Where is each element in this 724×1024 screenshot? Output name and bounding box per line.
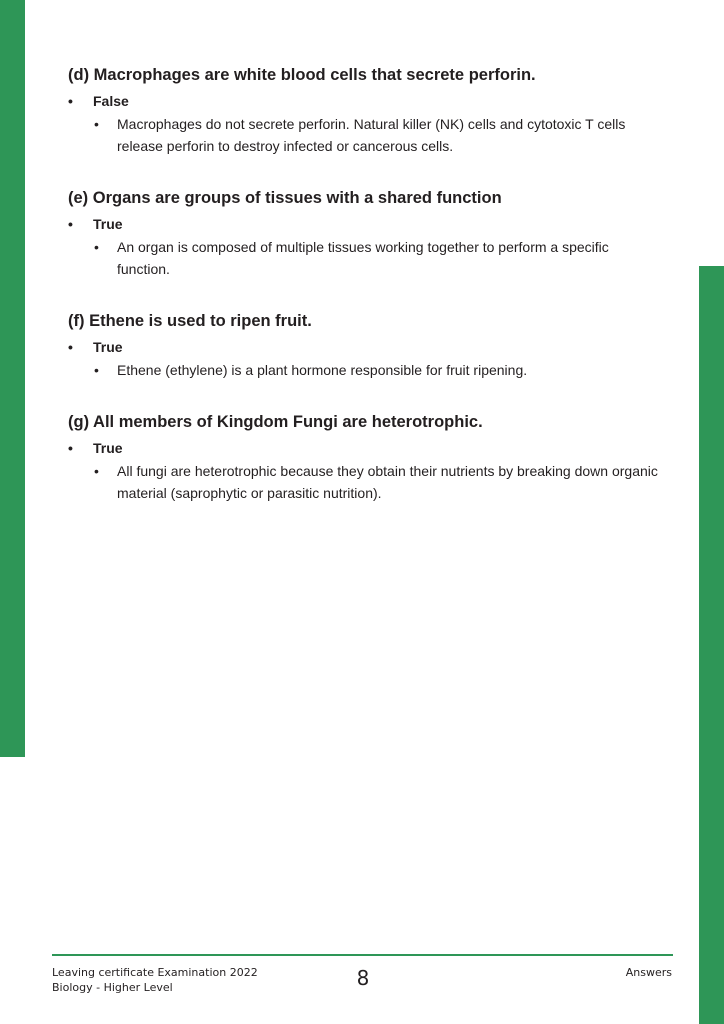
answer-item — [68, 91, 658, 111]
answer-item — [68, 438, 658, 458]
question-title: (e) Organs are groups of tissues with a shared function — [68, 189, 502, 207]
explanation-item — [68, 113, 658, 157]
answer-item — [68, 337, 658, 357]
bullet-icon: • — [68, 440, 73, 456]
answer-item — [68, 214, 658, 234]
explanation-item — [68, 460, 658, 504]
footer-exam-info — [52, 965, 258, 995]
answer-value: False — [93, 93, 129, 109]
explanation-item — [68, 359, 658, 381]
bullet-icon: • — [68, 93, 73, 109]
answer-value: True — [93, 440, 123, 456]
explanation-text: All fungi are heterotrophic because they obtain their nutrients by breaking down organic material (saprophytic or parasitic nutrition). — [117, 463, 658, 501]
question-title: (f) Ethene is used to ripen fruit. — [68, 312, 312, 330]
footer-subject: Biology - Higher Level — [52, 981, 173, 994]
page-number: 8 — [356, 966, 370, 990]
question-d — [68, 64, 658, 157]
explanation-text: Macrophages do not secrete perforin. Natural killer (NK) cells and cytotoxic T cells release perforin to destroy infected or cancerous cells. — [117, 116, 626, 154]
question-f — [68, 310, 658, 381]
answer-value: True — [93, 339, 123, 355]
explanation-item — [68, 236, 658, 280]
footer-divider — [52, 954, 673, 956]
bullet-icon: • — [94, 463, 99, 479]
explanation-text: An organ is composed of multiple tissues working together to perform a specific function. — [117, 239, 609, 277]
footer-section-label: Answers — [625, 966, 672, 979]
question-title: (d) Macrophages are white blood cells that secrete perforin. — [68, 66, 536, 84]
answers-content — [68, 64, 658, 534]
question-g — [68, 411, 658, 504]
bullet-icon: • — [94, 362, 99, 378]
bullet-icon: • — [94, 116, 99, 132]
bullet-icon: • — [68, 216, 73, 232]
explanation-text: Ethene (ethylene) is a plant hormone responsible for fruit ripening. — [117, 362, 528, 378]
bullet-icon: • — [68, 339, 73, 355]
bullet-icon: • — [94, 239, 99, 255]
question-title: (g) All members of Kingdom Fungi are heterotrophic. — [68, 413, 483, 431]
answer-value: True — [93, 216, 123, 232]
footer-exam: Leaving certificate Examination 2022 — [52, 966, 258, 979]
right-accent-bar — [699, 266, 724, 1024]
left-accent-bar — [0, 0, 25, 757]
question-e — [68, 187, 658, 280]
